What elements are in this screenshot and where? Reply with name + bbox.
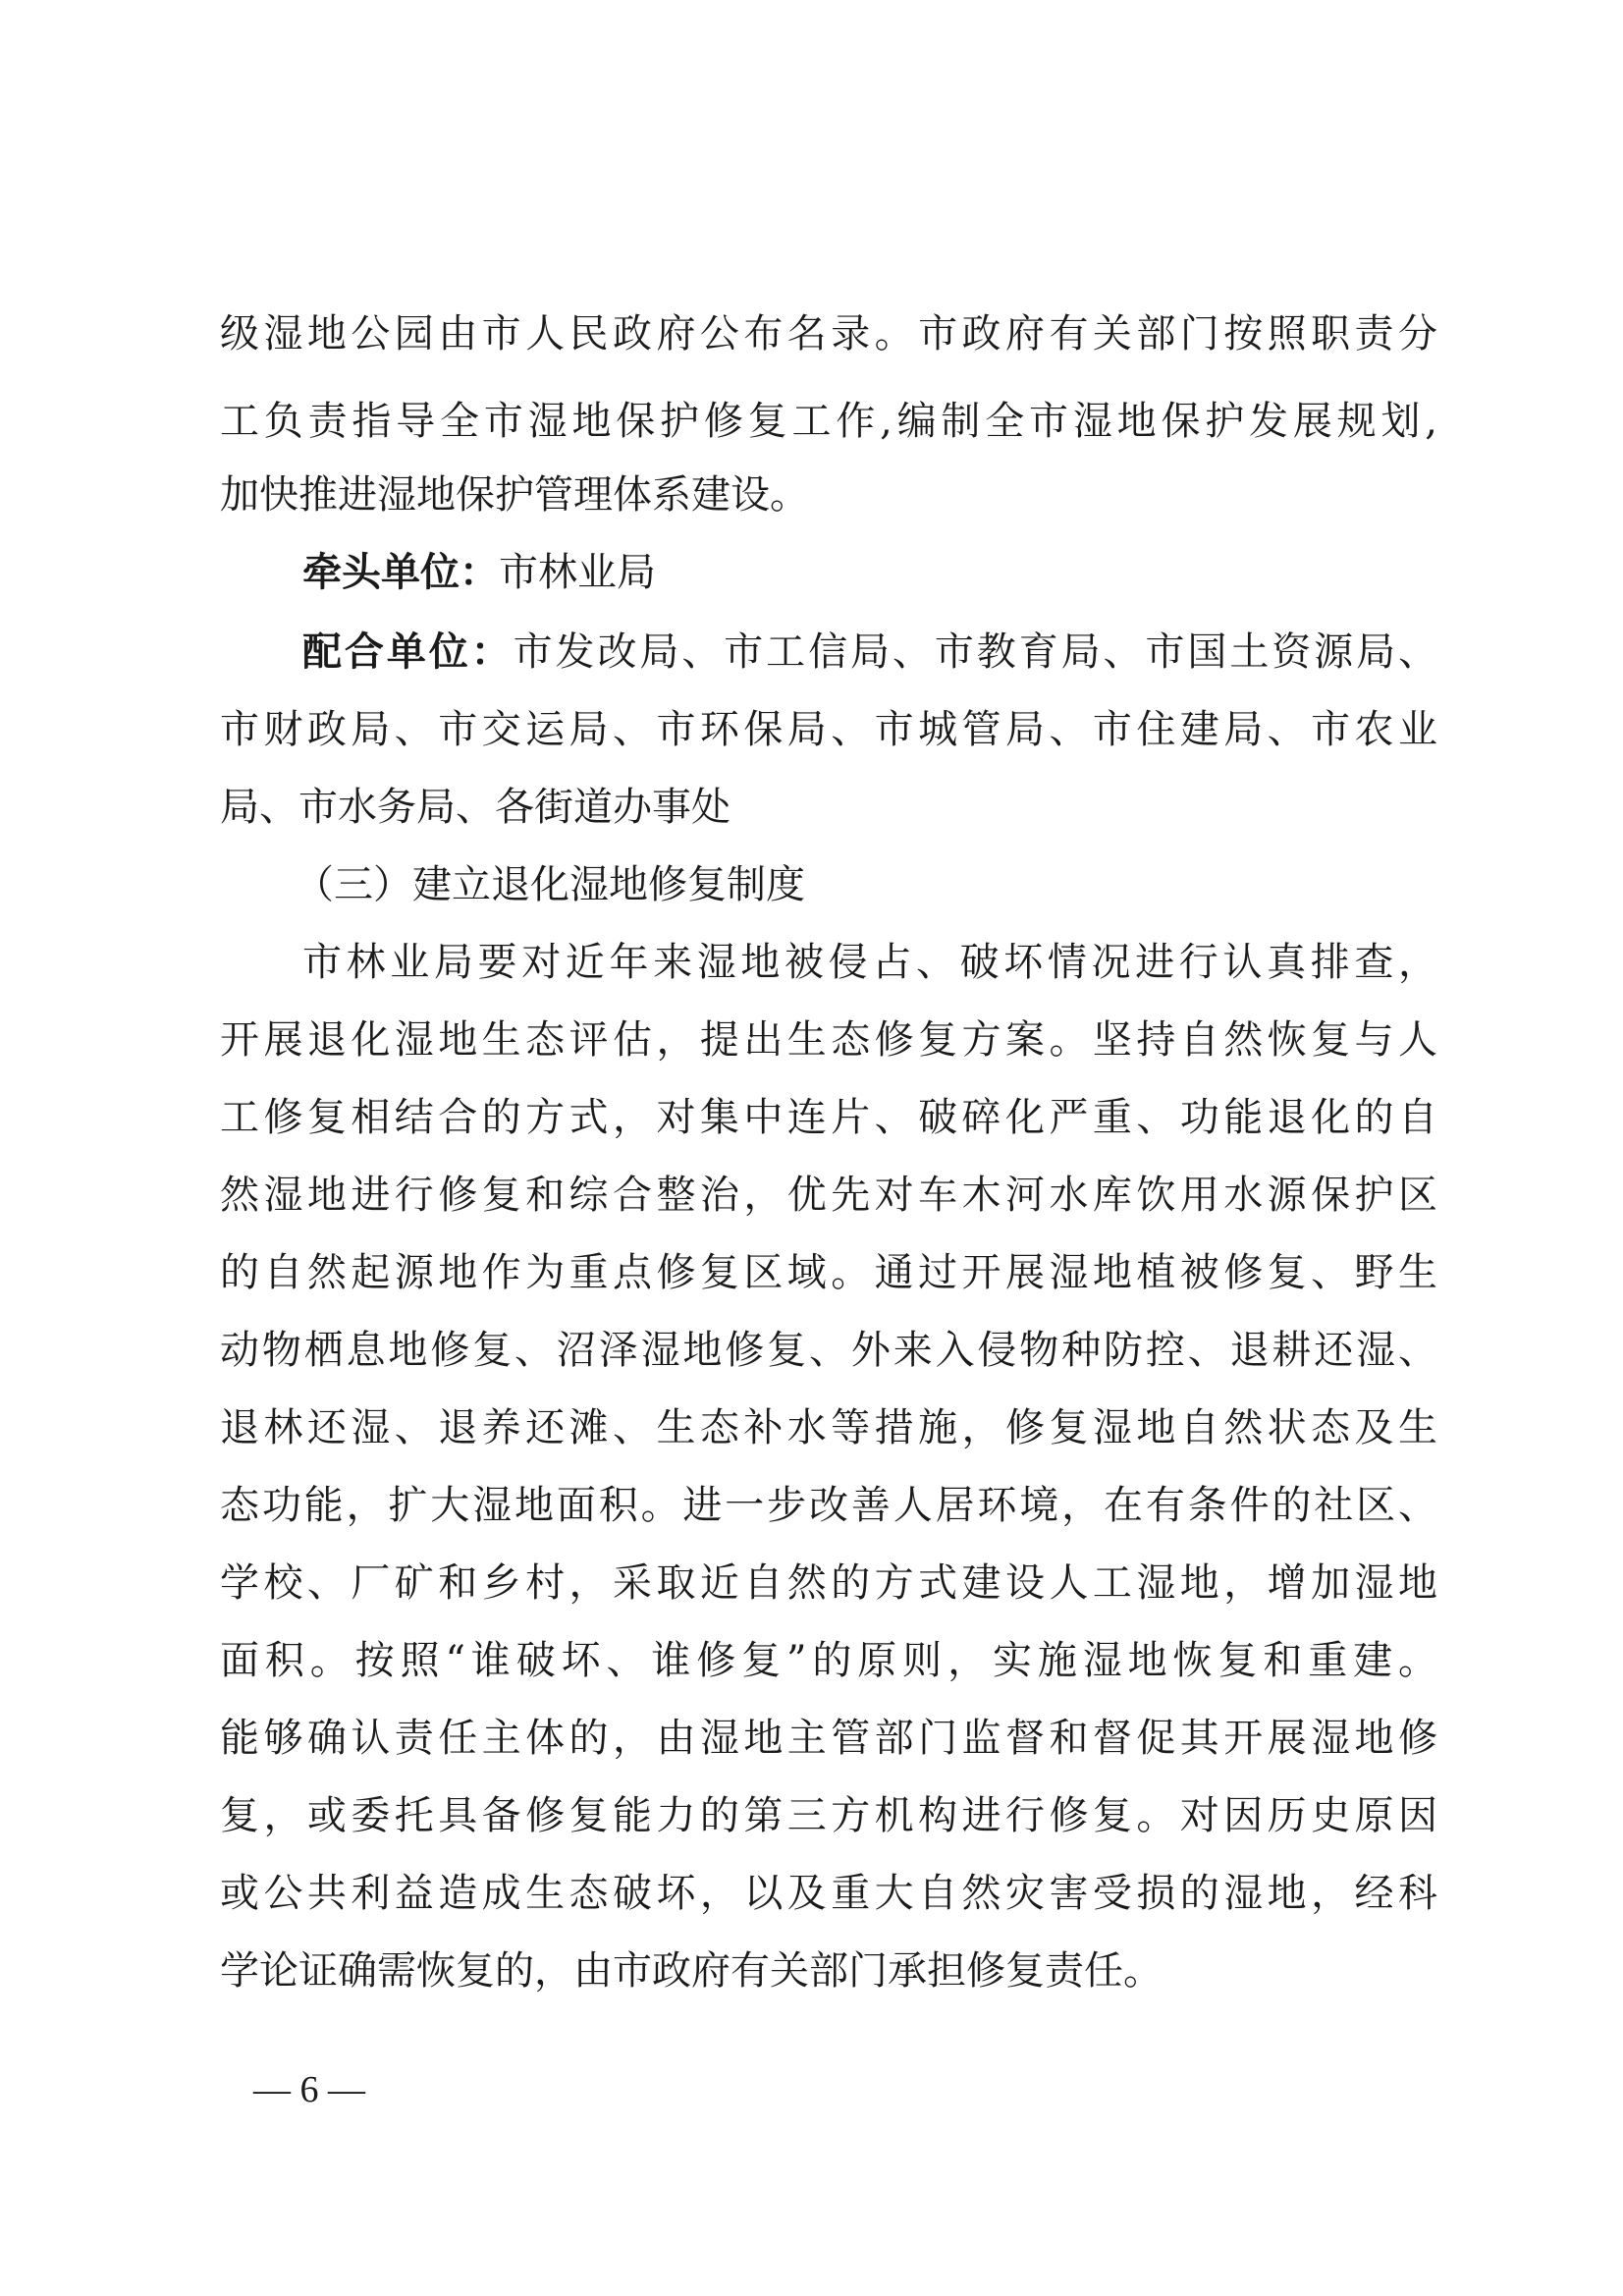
body-line-3: 工修复相结合的方式，对集中连片、破碎化严重、功能退化的自 [220, 1095, 1437, 1140]
body-line-13: 或公共利益造成生态破坏，以及重大自然灾害受损的湿地，经科 [220, 1871, 1437, 1916]
coop-units-label: 配合单位： [302, 629, 514, 675]
body-line-12: 复，或委托具备修复能力的第三方机构进行修复。对因历史原因 [220, 1793, 1437, 1838]
coop-units-line-2: 市财政局、市交运局、市环保局、市城管局、市住建局、市农业 [220, 707, 1437, 752]
coop-units-first: 市发改局、市工信局、市教育局、市国土资源局、 [513, 629, 1438, 675]
body-line-5: 的自然起源地作为重点修复区域。通过开展湿地植被修复、野生 [220, 1250, 1437, 1295]
intro-line-2: 工负责指导全市湿地保护修复工作,编制全市湿地保护发展规划, [220, 399, 1437, 444]
body-line-9: 学校、厂矿和乡村，采取近自然的方式建设人工湿地，增加湿地 [220, 1560, 1437, 1606]
lead-unit-value: 市林业局 [499, 550, 656, 595]
intro-line-3: 加快推进湿地保护管理体系建设。 [220, 472, 809, 518]
body-line-6: 动物栖息地修复、沼泽湿地修复、外来入侵物种防控、退耕还湿、 [220, 1328, 1437, 1373]
body-line-10: 面积。按照“谁破坏、谁修复”的原则，实施湿地恢复和重建。 [220, 1638, 1437, 1683]
coop-units-line-1 [302, 629, 1437, 676]
body-line-2: 开展退化湿地生态评估，提出生态修复方案。坚持自然恢复与人 [220, 1017, 1437, 1063]
body-line-1: 市林业局要对近年来湿地被侵占、破坏情况进行认真排查， [302, 940, 1437, 985]
page-number: — 6 — [253, 2069, 365, 2110]
section-heading: （三）建立退化湿地修复制度 [295, 862, 805, 907]
body-line-14: 学论证确需恢复的，由市政府有关部门承担修复责任。 [220, 1948, 1163, 1994]
body-line-11: 能够确认责任主体的，由湿地主管部门监督和督促其开展湿地修 [220, 1716, 1437, 1761]
body-line-4: 然湿地进行修复和综合整治，优先对车木河水库饮用水源保护区 [220, 1173, 1437, 1218]
lead-unit-line [302, 549, 1437, 596]
coop-units-line-3: 局、市水务局、各街道办事处 [220, 785, 730, 830]
body-line-8: 态功能，扩大湿地面积。进一步改善人居环境，在有条件的社区、 [220, 1483, 1437, 1528]
lead-unit-label: 牵头单位： [302, 550, 499, 595]
body-line-7: 退林还湿、退养还滩、生态补水等措施，修复湿地自然状态及生 [220, 1405, 1437, 1450]
intro-line-1: 级湿地公园由市人民政府公布名录。市政府有关部门按照职责分 [220, 311, 1437, 356]
